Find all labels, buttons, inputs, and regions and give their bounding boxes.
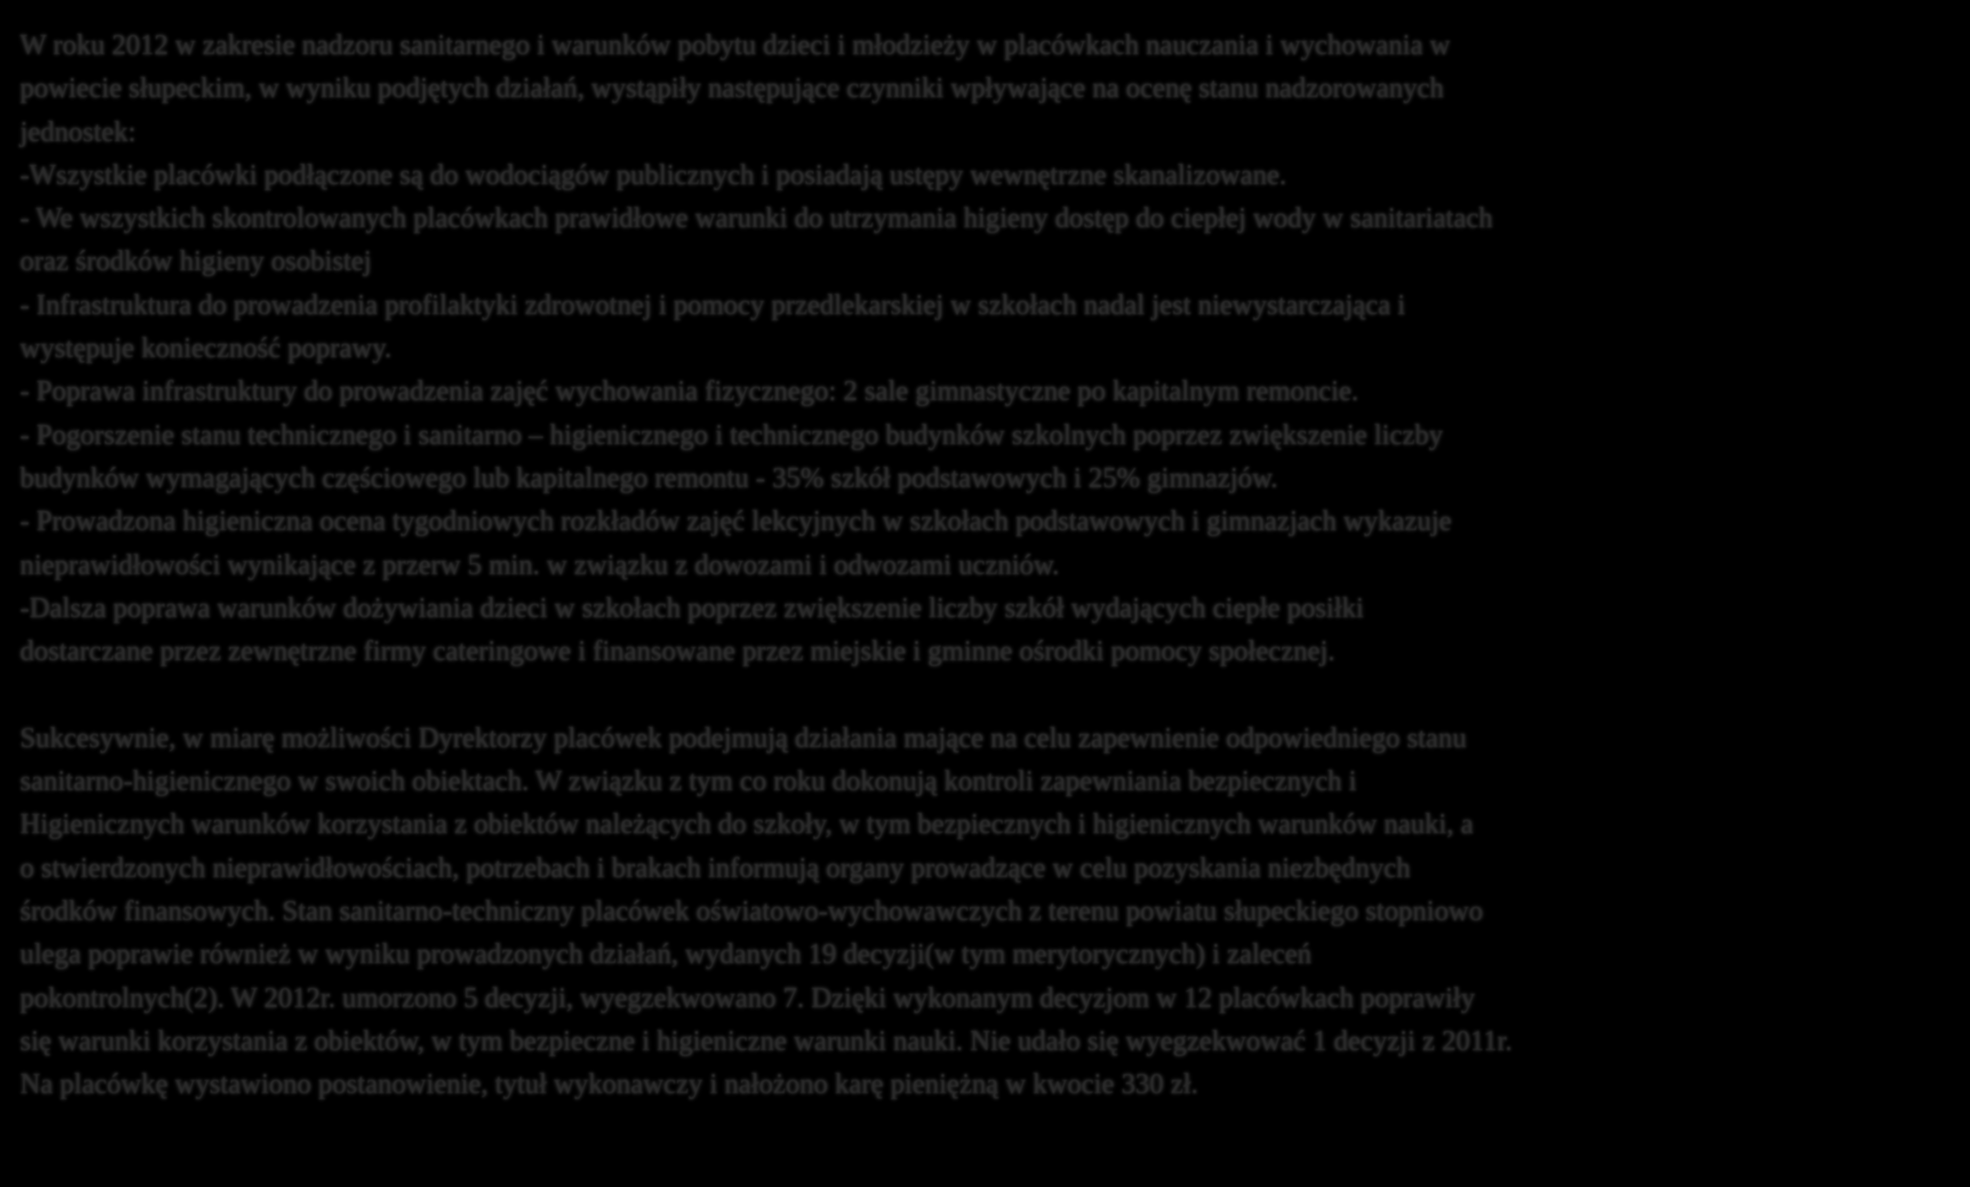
text-line: się warunki korzystania z obiektów, w tym bezpieczne i higieniczne warunki nauki. Nie udało się wyegzekwować 1 decyzji z 2011r. xyxy=(20,1025,1513,1057)
document-text xyxy=(20,24,1950,1106)
text-line: - Prowadzona higieniczna ocena tygodniowych rozkładów zajęć lekcyjnych w szkołach podstawowych i gimnazjach wykazuje xyxy=(20,506,1452,538)
text-line: - We wszystkich skontrolowanych placówkach prawidłowe warunki do utrzymania higieny dostęp do ciepłej wody w sanitariatach xyxy=(20,203,1493,235)
text-line: Sukcesywnie, w miarę możliwości Dyrektorzy placówek podejmują działania mające na celu zapewnienie odpowiedniego stanu xyxy=(20,722,1467,754)
text-line: Na placówkę wystawiono postanowienie, tytuł wykonawczy i nałożono karę pieniężną w kwocie 330 zł. xyxy=(20,1069,1199,1101)
text-line: nieprawidłowości wynikające z przerw 5 min. w związku z dowozami i odwozami uczniów. xyxy=(20,549,1060,581)
text-line: - Pogorszenie stanu technicznego i sanitarno – higienicznego i technicznego budynków szkolnych poprzez zwiększenie liczby xyxy=(20,419,1443,451)
text-line: Higienicznych warunków korzystania z obiektów należących do szkoły, w tym bezpiecznych i higienicznych warunków nauki, a xyxy=(20,809,1474,841)
text-line: jednostek: xyxy=(20,116,136,148)
text-line: powiecie słupeckim, w wyniku podjętych działań, wystąpiły następujące czynniki wpływające na ocenę stanu nadzorowanych xyxy=(20,73,1444,105)
text-line: -Wszystkie placówki podłączone są do wodociągów publicznych i posiadają ustępy wewnętrzne skanalizowane. xyxy=(20,159,1287,191)
text-line: - Infrastruktura do prowadzenia profilaktyki zdrowotnej i pomocy przedlekarskiej w szkołach nadal jest niewystarczająca i xyxy=(20,289,1406,321)
text-line: oraz środków higieny osobistej xyxy=(20,246,372,278)
text-line: o stwierdzonych nieprawidłowościach, potrzebach i brakach informują organy prowadzące w celu pozyskania niezbędnych xyxy=(20,852,1411,884)
text-line: sanitarno-higienicznego w swoich obiektach. W związku z tym co roku dokonują kontroli zapewniania bezpiecznych i xyxy=(20,766,1357,798)
paragraph-gap xyxy=(20,673,1950,716)
text-line: W roku 2012 w zakresie nadzoru sanitarnego i warunków pobytu dzieci i młodzieży w placówkach nauczania i wychowania w xyxy=(20,30,1451,61)
text-line: środków finansowych. Stan sanitarno-techniczny placówek oświatowo-wychowawczych z terenu powiatu słupeckiego stopniowo xyxy=(20,895,1483,927)
text-line: -Dalsza poprawa warunków dożywiania dzieci w szkołach poprzez zwiększenie liczby szkół wydających ciepłe posiłki xyxy=(20,592,1364,624)
text-line: dostarczane przez zewnętrzne firmy cateringowe i finansowane przez miejskie i gminne ośrodki pomocy społecznej. xyxy=(20,636,1335,668)
text-line: budynków wymagających częściowego lub kapitalnego remontu - 35% szkół podstawowych i 25% gimnazjów. xyxy=(20,462,1278,494)
text-line: ulega poprawie również w wyniku prowadzonych działań, wydanych 19 decyzji(w tym merytorycznych) i zaleceń xyxy=(20,939,1312,971)
text-line: - Poprawa infrastruktury do prowadzenia zajęć wychowania fizycznego: 2 sale gimnastyczne po kapitalnym remoncie. xyxy=(20,376,1359,408)
text-line: pokontrolnych(2). W 2012r. umorzono 5 decyzji, wyegzekwowano 7. Dzięki wykonanym decyzjom w 12 placówkach poprawiły xyxy=(20,982,1475,1014)
text-line: występuje konieczność poprawy. xyxy=(20,333,392,365)
